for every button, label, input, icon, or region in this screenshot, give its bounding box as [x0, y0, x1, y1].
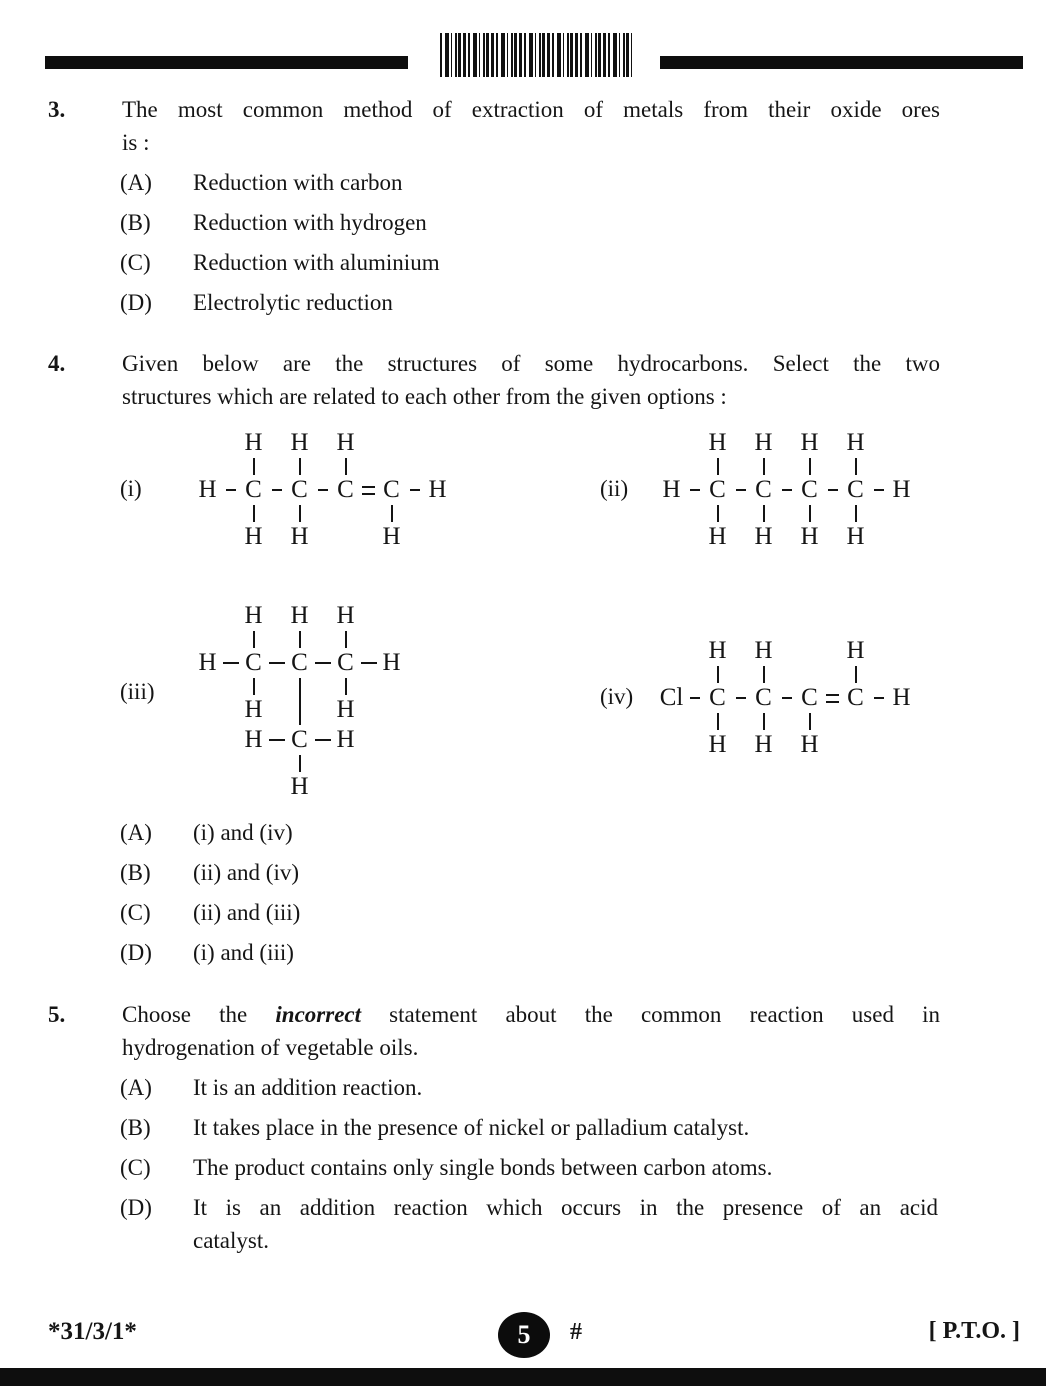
structure-ii	[600, 428, 913, 552]
question-line: structures which are related to each other from the given options :	[122, 384, 727, 409]
option-letter: (C)	[120, 900, 151, 925]
option-text: (ii) and (iii)	[193, 900, 301, 925]
option-row	[120, 1111, 1046, 1144]
structure-i	[120, 428, 449, 552]
option-row	[120, 856, 1046, 889]
option-line: It is an addition reaction which occurs in the presence of an acid	[193, 1195, 938, 1220]
question-line: hydrogenation of vegetable oils.	[122, 1035, 419, 1060]
option-text: The product contains only single bonds between carbon atoms.	[193, 1155, 773, 1180]
page-number-badge	[498, 1312, 550, 1358]
option-row	[120, 206, 1046, 239]
option-letter: (C)	[120, 250, 151, 275]
header-rule-right	[660, 56, 1023, 69]
option-text: Reduction with hydrogen	[193, 210, 427, 235]
header-rule-left	[45, 56, 408, 69]
structure-grid: H H H H H C C C C H H H H H	[662, 429, 911, 550]
question-4-options	[120, 816, 1046, 969]
question-line: is :	[122, 130, 150, 155]
option-letter: (B)	[120, 1115, 151, 1140]
structure-grid: H H H H C C C C H H H H	[198, 429, 447, 550]
structure-label: (i)	[120, 476, 142, 501]
structure-diagrams	[0, 413, 1046, 803]
option-row	[120, 1191, 1046, 1257]
question-line	[122, 998, 940, 1031]
structure-label: (ii)	[600, 476, 629, 501]
option-letter: (D)	[120, 290, 152, 315]
hash-mark: #	[570, 1319, 582, 1345]
option-text: (ii) and (iv)	[193, 860, 300, 885]
bottom-rule	[0, 1368, 1046, 1386]
question-number: 3.	[48, 97, 66, 122]
option-row	[120, 1151, 1046, 1184]
option-text: Reduction with carbon	[193, 170, 403, 195]
option-letter: (A)	[120, 820, 152, 845]
question-text	[122, 93, 940, 159]
option-row	[120, 246, 1046, 279]
option-letter: (D)	[120, 1195, 152, 1220]
option-text: (i) and (iv)	[193, 820, 293, 845]
option-line: catalyst.	[193, 1228, 269, 1253]
page-number: 5	[517, 1320, 531, 1349]
option-letter: (C)	[120, 1155, 151, 1180]
question-5-options	[120, 1071, 1046, 1257]
option-text	[193, 1191, 938, 1257]
question-3	[48, 93, 1046, 159]
option-letter: (A)	[120, 1075, 152, 1100]
page-header	[0, 0, 1046, 77]
option-text: Reduction with aluminium	[193, 250, 440, 275]
option-letter: (D)	[120, 940, 152, 965]
question-5	[48, 998, 1046, 1064]
question-number: 5.	[48, 1002, 66, 1027]
option-letter: (A)	[120, 170, 152, 195]
barcode-icon	[440, 33, 632, 77]
question-line: The most common method of extraction of metals from their oxide ores	[122, 97, 940, 122]
structure-grid: H H H Cl C C C C H H H H	[659, 637, 911, 758]
option-row	[120, 1071, 1046, 1104]
option-row	[120, 166, 1046, 199]
question-line: Given below are the structures of some hydrocarbons. Select the two	[122, 351, 940, 376]
structure-iii	[120, 601, 403, 802]
structure-grid: H H H H C C C H H H H C H H	[198, 602, 401, 800]
option-text: It takes place in the presence of nickel or palladium catalyst.	[193, 1115, 750, 1140]
stem-emphasis: incorrect	[275, 1002, 362, 1027]
option-row	[120, 896, 1046, 929]
option-row	[120, 286, 1046, 319]
question-4	[48, 347, 1046, 413]
question-text	[122, 347, 940, 413]
option-text: (i) and (iii)	[193, 940, 294, 965]
structure-label: (iii)	[120, 679, 155, 704]
option-row	[120, 936, 1046, 969]
option-letter: (B)	[120, 210, 151, 235]
option-row	[120, 816, 1046, 849]
structure-label: (iv)	[600, 684, 634, 709]
option-text: Electrolytic reduction	[193, 290, 393, 315]
structure-iv	[600, 636, 913, 760]
stem-post: statement about the common reaction used in	[361, 1002, 940, 1027]
option-text: It is an addition reaction.	[193, 1075, 423, 1100]
stem-pre: Choose the	[122, 1002, 276, 1027]
option-letter: (B)	[120, 860, 151, 885]
paper-code: *31/3/1*	[48, 1318, 137, 1345]
question-3-options	[120, 166, 1046, 319]
question-text	[122, 998, 940, 1064]
pto-label: [ P.T.O. ]	[928, 1318, 1020, 1344]
question-number: 4.	[48, 351, 66, 376]
